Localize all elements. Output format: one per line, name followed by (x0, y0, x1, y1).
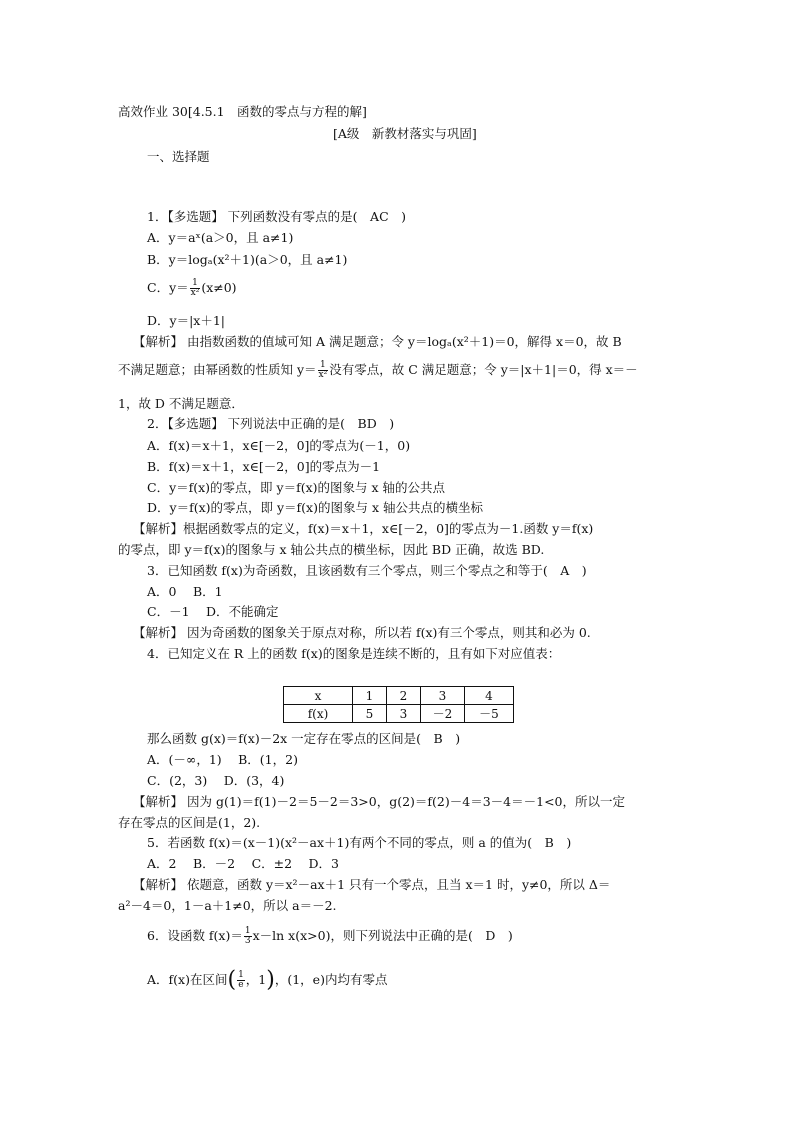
section-heading: 一、选择题 (147, 149, 210, 164)
question-1-option-c (147, 274, 237, 302)
right-paren: ) (266, 967, 275, 993)
table-cell: 4 (465, 687, 514, 705)
question-1-explanation-line-1: 【解析】 由指数函数的值域可知 A 满足题意；令 y＝logₐ(x²＋1)＝0，解得 x＝0，故 B (133, 334, 622, 349)
value-table (283, 686, 514, 723)
question-4-stem-2: 那么函数 g(x)＝f(x)－2x 一定存在零点的区间是( B ) (147, 731, 461, 746)
question-2-option-c: C．y＝f(x)的零点，即 y＝f(x)的图象与 x 轴的公共点 (147, 480, 446, 495)
level-heading: [A级 新教材落实与巩固] (333, 126, 477, 141)
question-4-explanation-line-1: 【解析】 因为 g(1)＝f(1)－2＝5－2＝3>0，g(2)＝f(2)－4＝3－4＝－1<0，所以一定 (133, 794, 626, 809)
option-c-suffix: (x≠0) (201, 280, 237, 295)
question-1-option-b: B．y＝logₐ(x²＋1)(a＞0，且 a≠1) (147, 252, 348, 267)
question-4-stem: 4．已知定义在 R 上的函数 f(x)的图象是连续不断的，且有如下对应值表： (147, 646, 561, 661)
question-4-options-ab: A．(－∞，1) B．(1，2) (147, 752, 298, 767)
explanation-text: 不满足题意；由幂函数的性质知 y＝ (118, 362, 317, 377)
question-2-option-b: B．f(x)＝x＋1，x∈[－2，0]的零点为－1 (147, 459, 381, 474)
table-cell: －5 (465, 705, 514, 723)
left-paren: ( (227, 967, 237, 993)
question-3-options-cd: C．－1 D．不能确定 (147, 604, 279, 619)
question-2-explanation-line-2: 的零点，即 y＝f(x)的图象与 x 轴公共点的横坐标，因此 BD 正确，故选 BD. (118, 542, 545, 557)
table-cell: x (284, 687, 353, 705)
option-text: ，(1，e)内均有零点 (274, 972, 388, 987)
question-2-stem: 2．【多选题】 下列说法中正确的是( BD ) (147, 416, 395, 431)
question-3-stem: 3．已知函数 f(x)为奇函数，且该函数有三个零点，则三个零点之和等于( A ) (147, 563, 587, 578)
question-5-stem: 5．若函数 f(x)＝(x－1)(x²－ax＋1)有两个不同的零点，则 a 的值为( B ) (147, 835, 572, 850)
question-3-explanation: 【解析】 因为奇函数的图象关于原点对称，所以若 f(x)有三个零点，则其和必为 0. (133, 625, 591, 640)
fraction-denominator: x² (318, 370, 328, 380)
question-3-options-ab: A．0 B．1 (147, 584, 223, 599)
fraction-numerator: 1 (238, 970, 244, 980)
question-6-stem (147, 922, 513, 950)
question-5-explanation-line-1: 【解析】 依题意，函数 y＝x²－ax＋1 只有一个零点，且当 x＝1 时，y≠0，所以 Δ＝ (133, 877, 611, 892)
question-1-option-a: A．y＝aˣ(a＞0，且 a≠1) (147, 230, 294, 245)
table-cell: 3 (387, 705, 421, 723)
fraction (244, 927, 252, 946)
option-text: ，1 (245, 972, 267, 987)
fraction (237, 971, 245, 990)
question-5-explanation-line-2: a²－4＝0，1－a＋1≠0，所以 a＝－2. (118, 898, 337, 913)
table-cell: 2 (387, 687, 421, 705)
stem-text: x－ln x(x>0)，则下列说法中正确的是( D ) (252, 928, 513, 943)
question-1-option-d: D．y＝|x＋1| (147, 313, 226, 328)
question-4-options-cd: C．(2，3) D．(3，4) (147, 773, 285, 788)
fraction-denominator: 3 (244, 936, 251, 946)
option-c-prefix: C．y＝ (147, 280, 189, 295)
question-1-stem: 1．【多选题】 下列函数没有零点的是( AC ) (147, 209, 407, 224)
stem-text: 6．设函数 f(x)＝ (147, 928, 243, 943)
table-cell: f(x) (284, 705, 353, 723)
explanation-text: 没有零点，故 C 满足题意；令 y＝|x＋1|＝0，得 x＝－ (329, 362, 638, 377)
question-1-explanation-line-3: 1，故 D 不满足题意． (118, 396, 244, 411)
fraction (190, 279, 201, 298)
question-1-explanation-line-2 (118, 356, 638, 384)
fraction-numerator: 1 (190, 279, 201, 289)
fraction-denominator: e (238, 980, 244, 990)
question-2-explanation-line-1: 【解析】根据函数零点的定义，f(x)＝x＋1，x∈[－2，0]的零点为－1.函数 y＝f(x) (133, 521, 594, 536)
table-cell: 3 (421, 687, 465, 705)
table-row (284, 705, 514, 723)
fraction (318, 361, 329, 380)
question-5-options: A．2 B．－2 C．±2 D．3 (147, 856, 340, 871)
table-cell: 1 (353, 687, 387, 705)
question-2-option-d: D．y＝f(x)的零点，即 y＝f(x)的图象与 x 轴公共点的横坐标 (147, 500, 483, 515)
fraction-numerator: 1 (244, 926, 251, 936)
question-4-explanation-line-2: 存在零点的区间是(1，2). (118, 815, 261, 830)
fraction-denominator: x² (190, 288, 200, 298)
question-2-option-a: A．f(x)＝x＋1，x∈[－2，0]的零点为(－1，0) (147, 438, 411, 453)
table-cell: 5 (353, 705, 387, 723)
fraction-numerator: 1 (318, 361, 329, 371)
option-text: A．f(x)在区间 (147, 972, 228, 987)
table-cell: －2 (421, 705, 465, 723)
document-title: 高效作业 30[4.5.1 函数的零点与方程的解] (118, 104, 367, 119)
table-row (284, 687, 514, 705)
question-6-option-a (147, 966, 387, 994)
